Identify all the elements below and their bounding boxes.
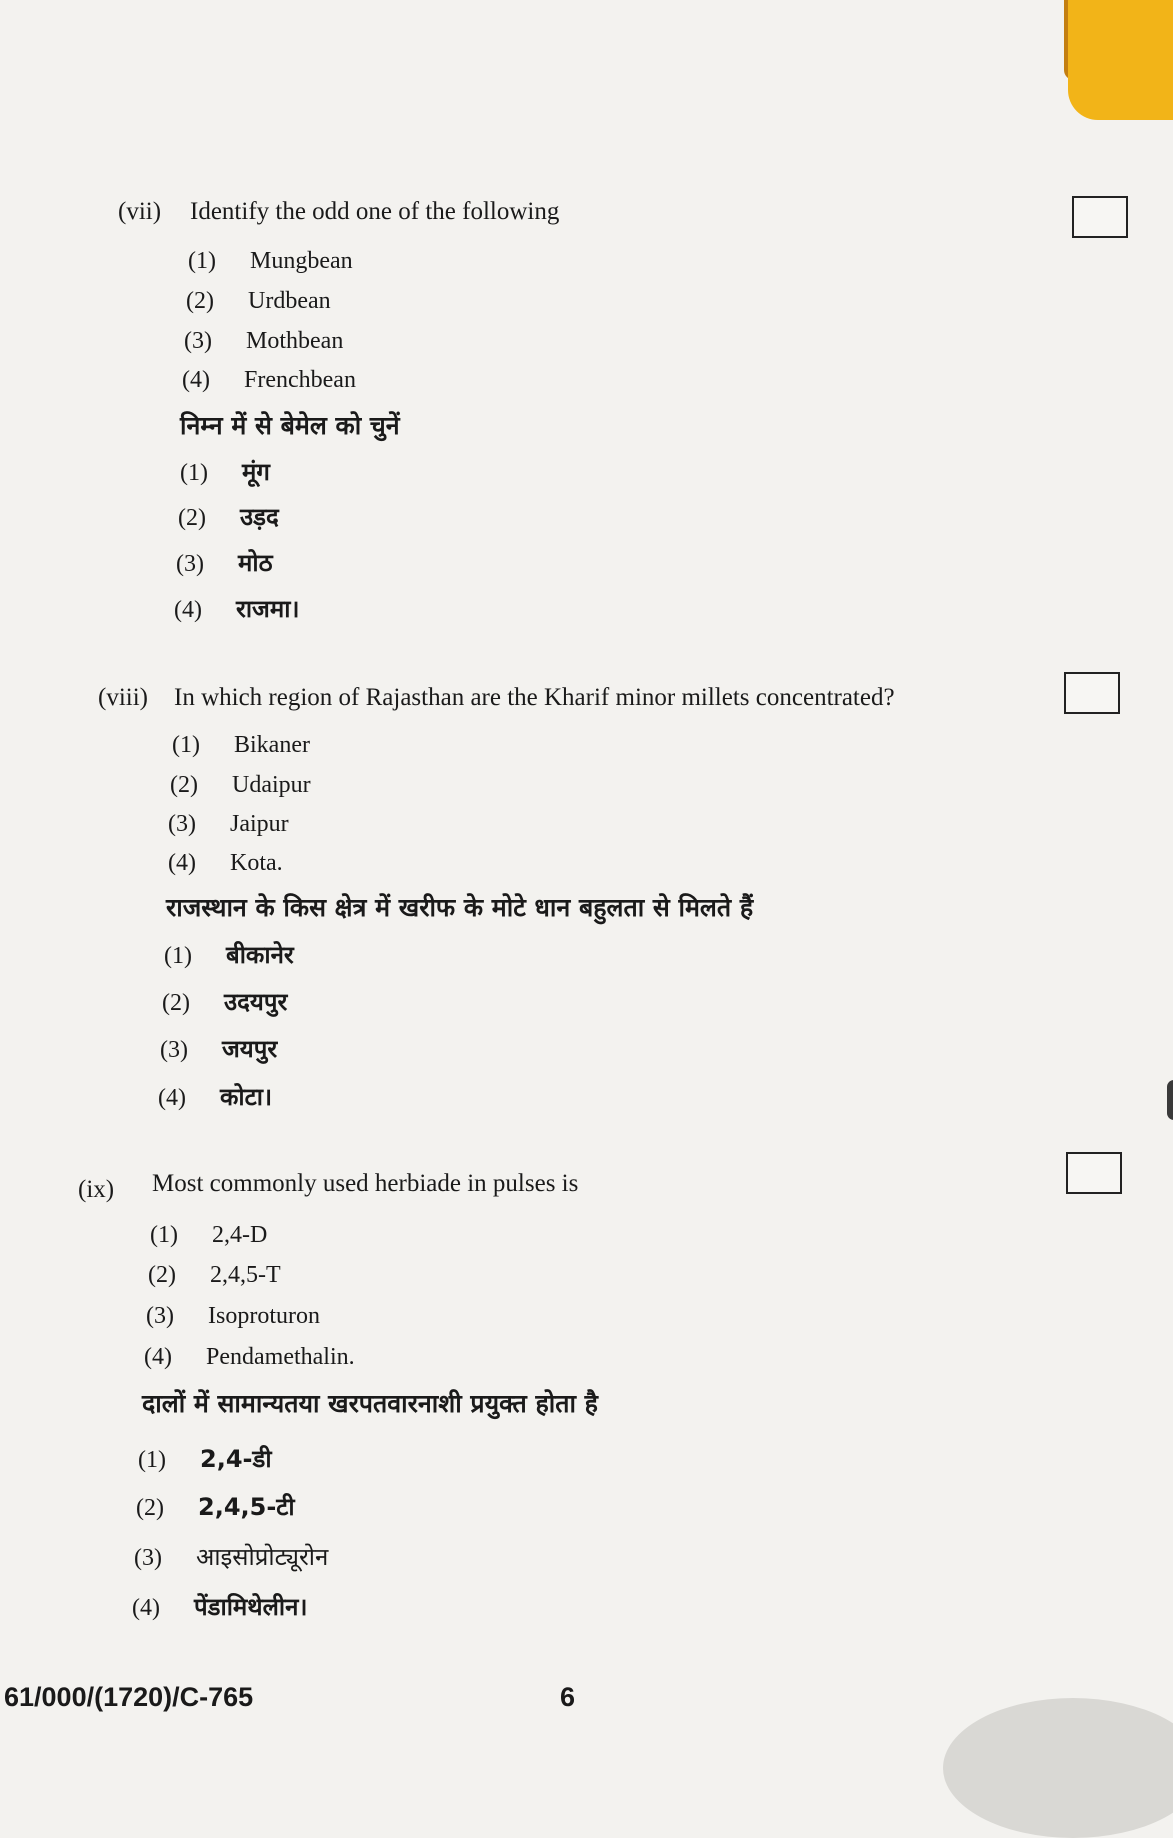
question-text: Most commonly used herbiade in pulses is [152, 1170, 579, 1197]
question-number: (vii) [118, 198, 162, 225]
page-curl [943, 1698, 1173, 1838]
option-4: (4) Frenchbean [182, 367, 356, 393]
hindi-question-text: निम्न में से बेमेल को चुनें [180, 411, 400, 440]
option-1: (1) Bikaner [172, 732, 310, 758]
hindi-option-3: (3) मोठ [176, 549, 273, 577]
option-4: (4) Kota. [168, 850, 283, 876]
option-3: (3) Mothbean [184, 328, 344, 354]
hindi-option-1: (1) 2,4-डी [138, 1445, 272, 1473]
answer-box[interactable] [1072, 196, 1128, 238]
hindi-option-2: (2) उड़द [178, 503, 279, 531]
option-3: (3) Isoproturon [146, 1303, 320, 1329]
page-edge-mark [1167, 1080, 1173, 1120]
paper-code: 61/000/(1720)/C-765 [4, 1682, 254, 1712]
hindi-option-1: (1) बीकानेर [164, 941, 294, 969]
hindi-option-4: (4) राजमा। [174, 595, 300, 623]
hindi-question-text: राजस्थान के किस क्षेत्र में खरीफ के मोटे धान बहुलता से मिलते हैं [166, 893, 754, 922]
option-2: (2) 2,4,5-T [148, 1262, 281, 1288]
hindi-option-4: (4) कोटा। [158, 1083, 273, 1111]
hindi-option-2: (2) 2,4,5-टी [136, 1493, 295, 1521]
hindi-option-1: (1) मूंग [180, 458, 270, 486]
option-1: (1) 2,4-D [150, 1222, 268, 1248]
question-number: (viii) [98, 684, 148, 711]
hindi-option-4: (4) पेंडामिथेलीन। [132, 1593, 308, 1621]
yellow-page-tab [1068, 0, 1173, 120]
answer-box[interactable] [1064, 672, 1120, 714]
hindi-option-3: (3) आइसोप्रोट्यूरोन [134, 1543, 329, 1571]
option-4: (4) Pendamethalin. [144, 1344, 355, 1370]
question-number: (ix) [78, 1176, 115, 1203]
hindi-question-text: दालों में सामान्यतया खरपतवारनाशी प्रयुक्त होता है [142, 1389, 598, 1418]
option-1: (1) Mungbean [188, 248, 353, 274]
question-text: In which region of Rajasthan are the Kharif minor millets concentrated? [174, 684, 895, 711]
option-3: (3) Jaipur [168, 811, 289, 837]
question-text: Identify the odd one of the following [190, 198, 560, 225]
hindi-option-3: (3) जयपुर [160, 1035, 278, 1063]
hindi-option-2: (2) उदयपुर [162, 988, 288, 1016]
option-2: (2) Urdbean [186, 288, 331, 314]
page-number: 6 [560, 1682, 576, 1712]
answer-box[interactable] [1066, 1152, 1122, 1194]
option-2: (2) Udaipur [170, 772, 311, 798]
